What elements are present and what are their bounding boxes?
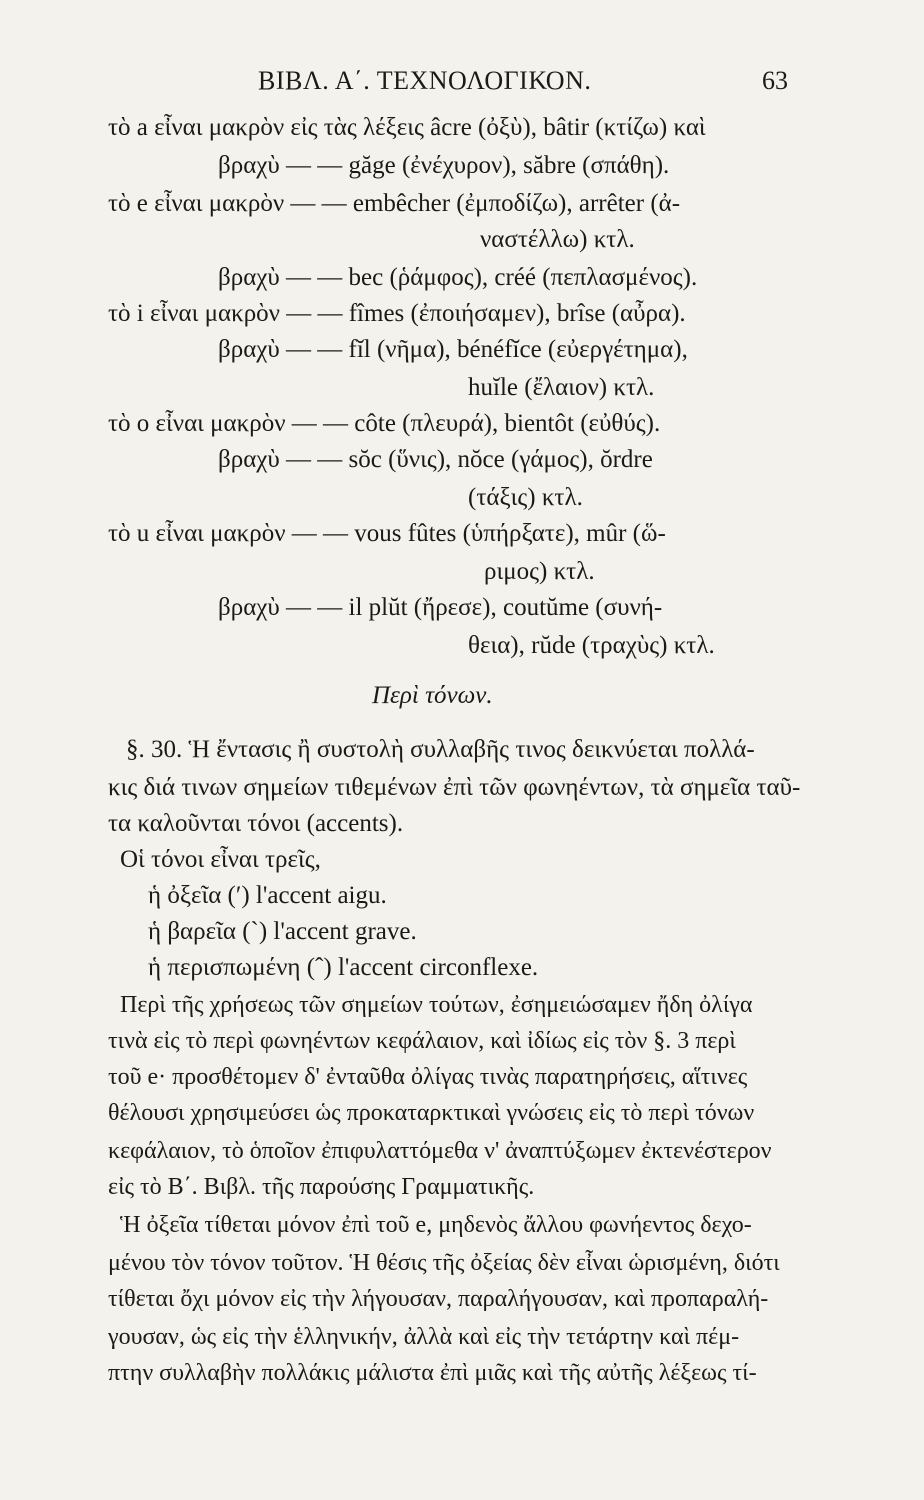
vowel-line-o-long: τὸ o εἶναι μακρὸν — — côte (πλευρά), bientôt (εὐθύς). xyxy=(108,410,661,437)
vowel-line-o-short: βραχὺ — — sŏc (ὕνις), nŏce (γάμος), ŏrdre xyxy=(218,446,653,473)
paragraph-line: θέλουσι χρησιμεύσει ὡς προκαταρκτικαὶ γνώσεις εἰς τὸ περὶ τόνων xyxy=(108,1100,755,1126)
page-number: 63 xyxy=(762,66,788,95)
accents-intro: Οἱ τόνοι εἶναι τρεῖς, xyxy=(120,846,321,873)
paragraph-line: Περὶ τῆς χρήσεως τῶν σημείων τούτων, ἐσημειώσαμεν ἤδη ὀλίγα xyxy=(120,992,753,1018)
vowel-line-e-short: βραχὺ — — bec (ῥάμφος), créé (πεπλασμένος). xyxy=(218,264,698,291)
vowel-line-i-short-cont: huĭle (ἔλαιον) κτλ. xyxy=(468,374,655,401)
paragraph-line: §. 30. Ἡ ἔντασις ἢ συστολὴ συλλαβῆς τινος δεικνύεται πολλά- xyxy=(126,736,755,763)
paragraph-line: Ἡ ὀξεῖα τίθεται μόνον ἐπὶ τοῦ e, μηδενὸς ἄλλου φωνήεντος δεχο- xyxy=(120,1212,752,1238)
vowel-line-u-short: βραχὺ — — il plŭt (ἤρεσε), coutŭme (συνή- xyxy=(218,594,663,621)
accent-item-aigu: ἡ ὀξεῖα (ʹ) l'accent aigu. xyxy=(148,882,387,909)
vowel-line-e-long-cont: ναστέλλω) κτλ. xyxy=(480,226,635,253)
running-title: ΒΙΒΛ. Α΄. ΤΕΧΝΟΛΟΓΙΚΟΝ. xyxy=(258,66,592,95)
vowel-line-u-short-cont: θεια), rŭde (τραχὺς) κτλ. xyxy=(468,632,715,659)
paragraph-line: κεφάλαιον, τὸ ὁποῖον ἐπιφυλαττόμεθα ν' ἀναπτύξωμεν ἐκτενέστερον xyxy=(108,1138,772,1164)
paragraph-line: πτην συλλαβὴν πολλάκις μάλιστα ἐπὶ μιᾶς καὶ τῆς αὐτῆς λέξεως τί- xyxy=(108,1360,757,1386)
page-header xyxy=(108,66,788,106)
paragraph-line: κις διά τινων σημείων τιθεμένων ἐπὶ τῶν φωνηέντων, τὰ σημεῖα ταῦ- xyxy=(108,774,801,801)
paragraph-line: τα καλοῦνται τόνοι (accents). xyxy=(108,810,404,837)
vowel-line-u-long: τὸ u εἶναι μακρὸν — — vous fûtes (ὑπήρξατε), mûr (ὥ- xyxy=(108,520,666,547)
paragraph-line: τίθεται ὄχι μόνον εἰς τὴν λήγουσαν, παραλήγουσαν, καὶ προπαραλή- xyxy=(108,1286,769,1312)
accent-item-grave: ἡ βαρεῖα (ˋ) l'accent grave. xyxy=(148,918,417,945)
paragraph-line: μένου τὸν τόνον τοῦτον. Ἡ θέσις τῆς ὀξείας δὲν εἶναι ὡρισμένη, διότι xyxy=(108,1250,780,1276)
vowel-line-i-long: τὸ i εἶναι μακρὸν — — fîmes (ἐποιήσαμεν), brîse (αὖρα). xyxy=(108,300,686,327)
vowel-line-a-long: τὸ a εἶναι μακρὸν εἰς τὰς λέξεις âcre (ὀξὺ), bâtir (κτίζω) καὶ xyxy=(108,114,706,141)
paragraph-line: γουσαν, ὡς εἰς τὴν ἑλληνικήν, ἀλλὰ καὶ εἰς τὴν τετάρτην καὶ πέμ- xyxy=(108,1324,740,1350)
vowel-line-u-long-cont: ριμος) κτλ. xyxy=(484,558,595,585)
vowel-line-o-short-cont: (τάξις) κτλ. xyxy=(468,484,583,511)
paragraph-line: τοῦ e· προσθέτομεν δ' ἐνταῦθα ὀλίγας τινὰς παρατηρήσεις, αἵτινες xyxy=(108,1064,748,1090)
accent-item-circonflexe: ἡ περισπωμένη (ˆ) l'accent circonflexe. xyxy=(148,954,539,981)
vowel-line-a-short: βραχὺ — — găge (ἐνέχυρον), săbre (σπάθη). xyxy=(218,152,670,179)
paragraph-line: εἰς τὸ Β΄. Βιβλ. τῆς παρούσης Γραμματικῆς. xyxy=(108,1174,535,1200)
paragraph-line: τινὰ εἰς τὸ περὶ φωνηέντων κεφάλαιον, καὶ ἰδίως εἰς τὸν §. 3 περὶ xyxy=(108,1028,736,1054)
vowel-line-i-short: βραχὺ — — fĭl (νῆμα), bénéfĭce (εὐεργέτημα), xyxy=(218,336,688,363)
vowel-line-e-long: τὸ e εἶναι μακρὸν — — embêcher (ἐμποδίζω), arrêter (ἀ- xyxy=(108,190,681,217)
section-title: Περὶ τόνων. xyxy=(372,682,493,709)
